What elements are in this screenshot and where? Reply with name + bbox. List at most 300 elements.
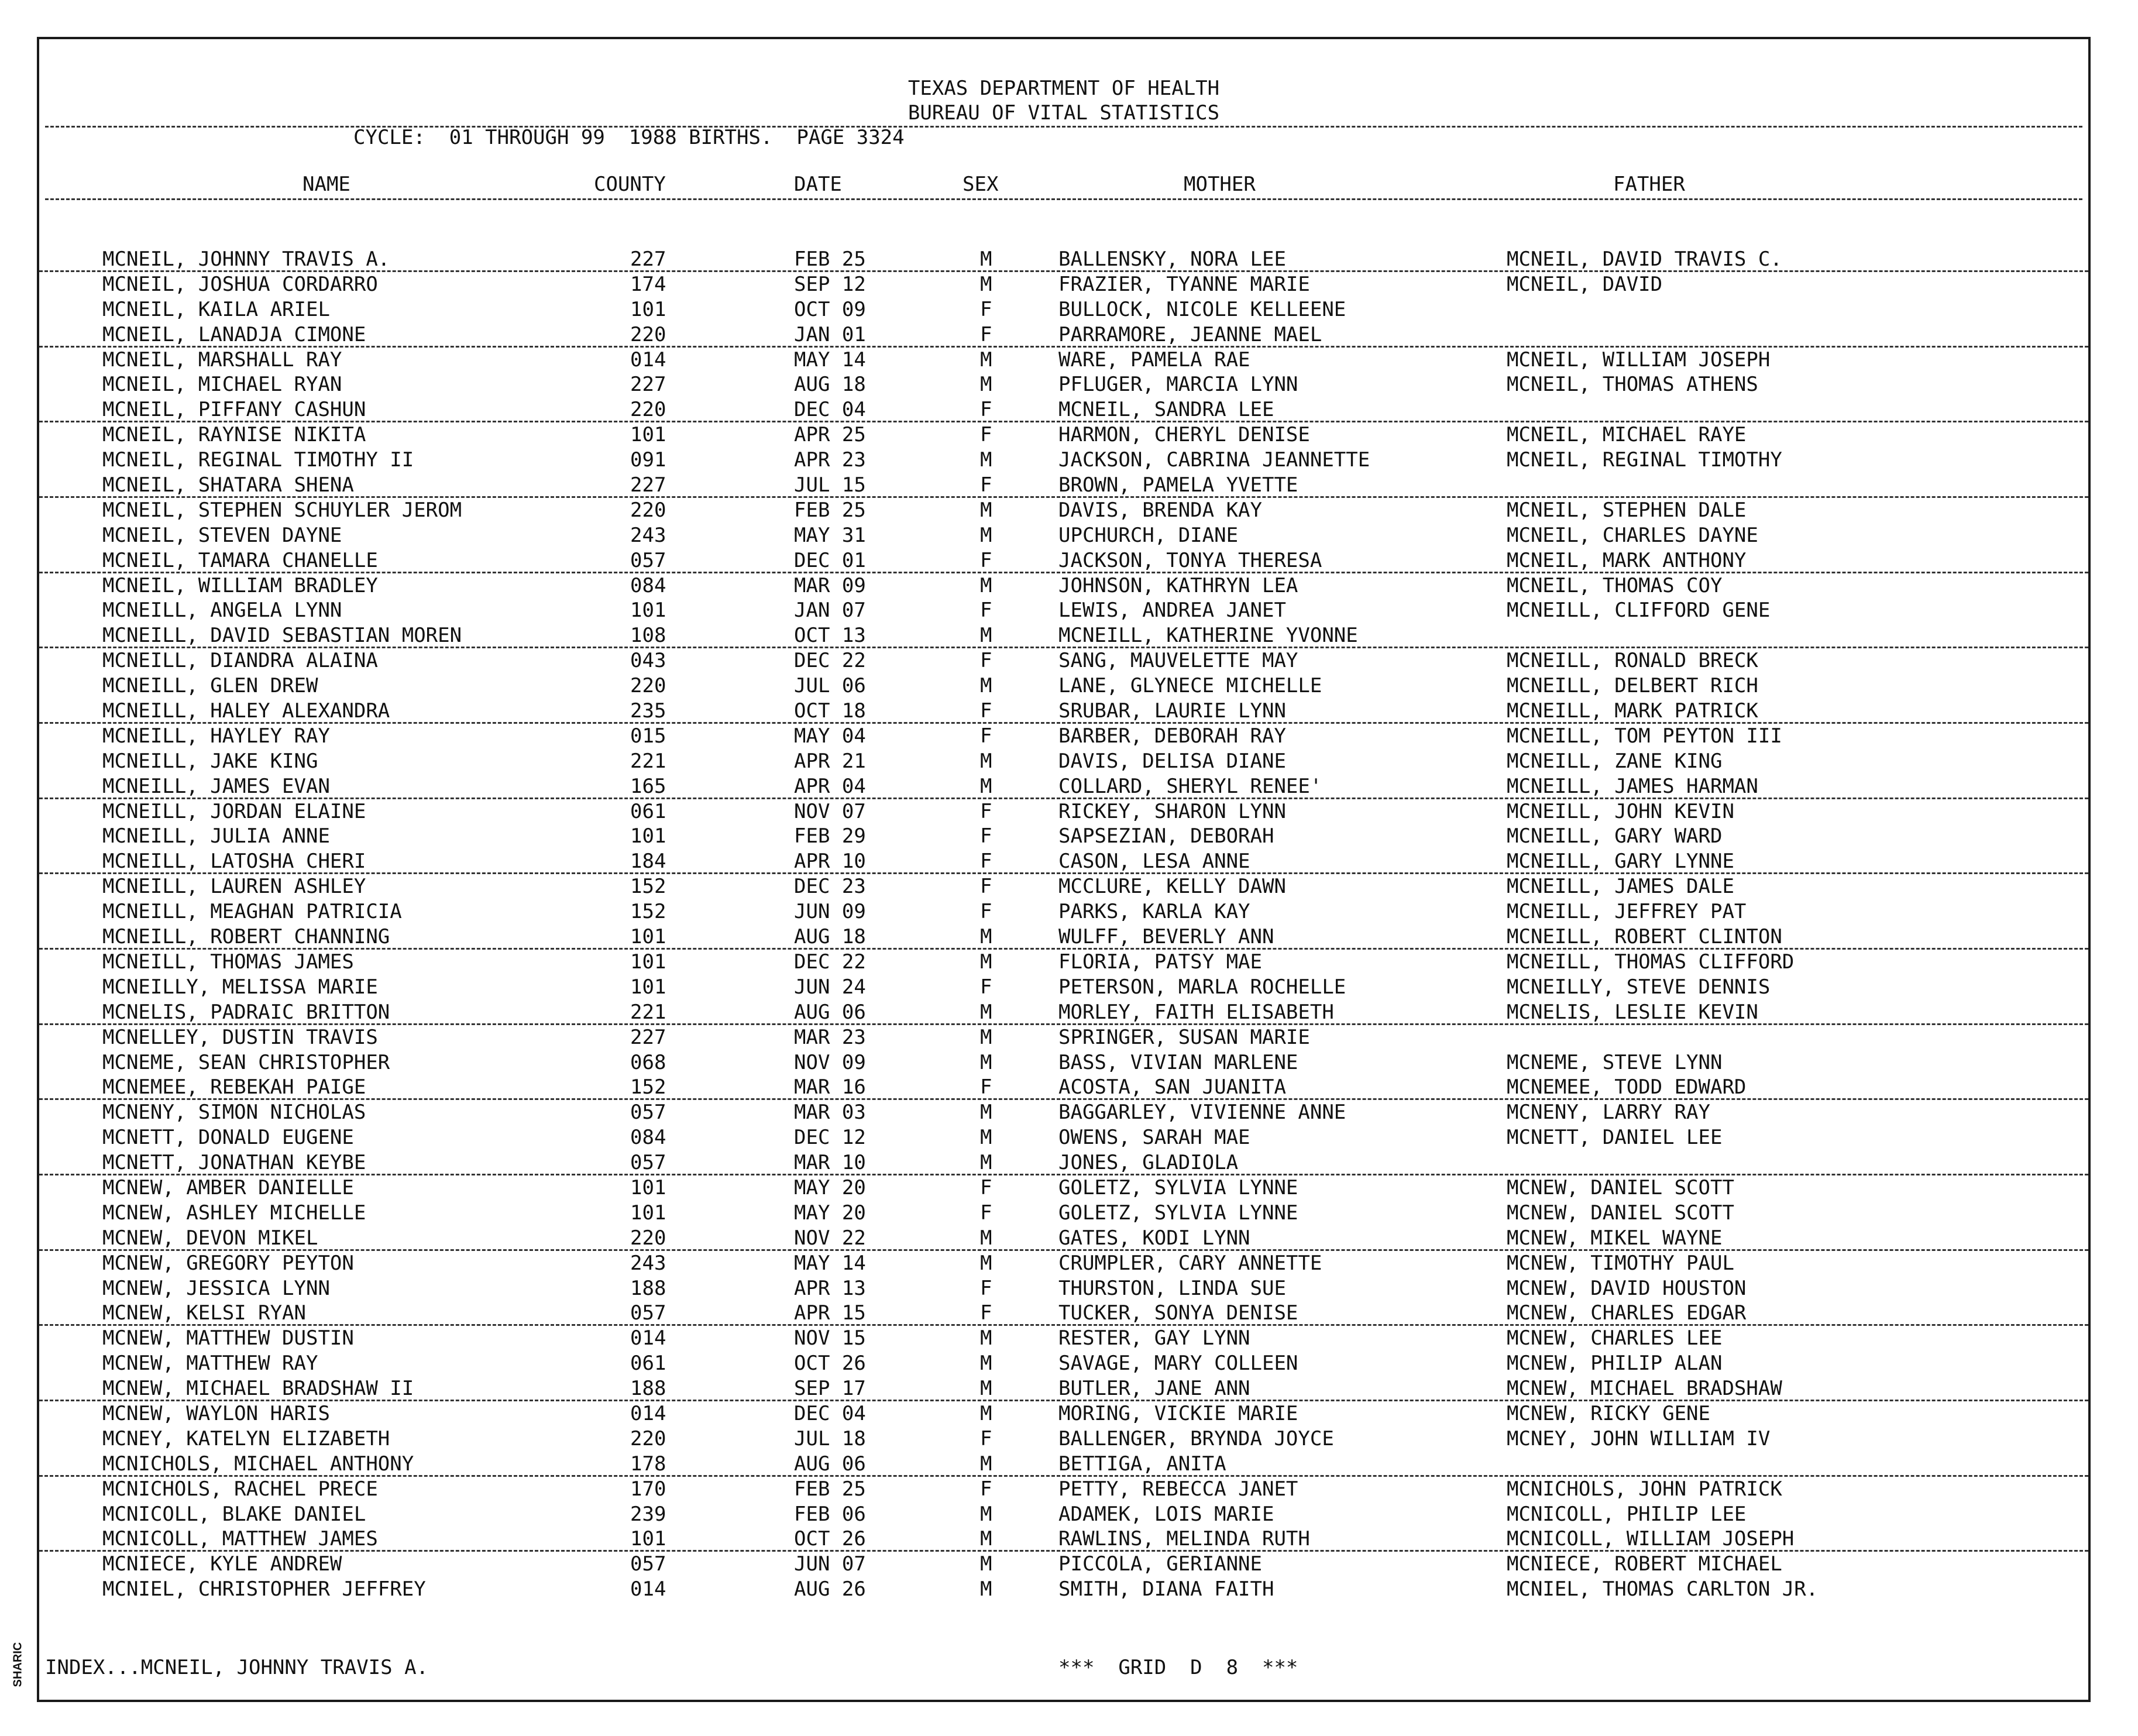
table-row bbox=[39, 874, 2088, 899]
cell-name: MCNEW, WAYLON HARIS bbox=[102, 1401, 330, 1425]
cell-sex: M bbox=[980, 1226, 992, 1250]
table-row bbox=[39, 272, 2088, 297]
cell-name: MCNEILL, DAVID SEBASTIAN MOREN bbox=[102, 624, 462, 648]
cell-father: MCNEW, MIKEL WAYNE bbox=[1507, 1226, 1723, 1250]
cell-name: MCNEIL, MICHAEL RYAN bbox=[102, 373, 342, 397]
table-row bbox=[39, 1100, 2088, 1125]
header-divider bbox=[45, 126, 2082, 128]
cell-mother: MCNEILL, KATHERINE YVONNE bbox=[1058, 624, 1358, 648]
cell-sex: M bbox=[980, 1025, 992, 1049]
cell-name: MCNEILL, JULIA ANNE bbox=[102, 824, 330, 848]
cell-mother: SPRINGER, SUSAN MARIE bbox=[1058, 1025, 1310, 1049]
table-row bbox=[39, 1351, 2088, 1376]
table-row bbox=[39, 899, 2088, 924]
cell-name: MCNEIL, WILLIAM BRADLEY bbox=[102, 573, 378, 597]
cell-mother: PARKS, KARLA KAY bbox=[1058, 900, 1250, 924]
cell-mother: DAVIS, BRENDA KAY bbox=[1058, 498, 1262, 522]
table-row bbox=[39, 1577, 2088, 1602]
cell-father: MCNICOLL, WILLIAM JOSEPH bbox=[1507, 1527, 1795, 1551]
cell-sex: M bbox=[980, 373, 992, 397]
table-row bbox=[39, 724, 2088, 749]
cell-date: AUG 06 bbox=[794, 1452, 866, 1476]
cell-father: MCNEIL, MICHAEL RAYE bbox=[1507, 423, 1747, 447]
cell-mother: DAVIS, DELISA DIANE bbox=[1058, 749, 1286, 773]
table-row bbox=[39, 1000, 2088, 1025]
cell-name: MCNEILLY, MELISSA MARIE bbox=[102, 975, 378, 999]
cell-date: OCT 18 bbox=[794, 699, 866, 723]
cell-father: MCNEIL, CHARLES DAYNE bbox=[1507, 523, 1758, 547]
cell-county: 091 bbox=[630, 448, 666, 472]
cell-father: MCNEILL, GARY LYNNE bbox=[1507, 850, 1734, 874]
cell-date: FEB 25 bbox=[794, 247, 866, 271]
cell-date: AUG 26 bbox=[794, 1577, 866, 1601]
cell-name: MCNEILL, JORDAN ELAINE bbox=[102, 799, 366, 823]
cell-mother: BASS, VIVIAN MARLENE bbox=[1058, 1050, 1298, 1074]
cell-mother: CRUMPLER, CARY ANNETTE bbox=[1058, 1251, 1322, 1275]
cell-county: 014 bbox=[630, 1577, 666, 1601]
cell-name: MCNICHOLS, MICHAEL ANTHONY bbox=[102, 1452, 414, 1476]
table-row bbox=[39, 548, 2088, 573]
cell-county: 220 bbox=[630, 674, 666, 698]
cell-sex: M bbox=[980, 1577, 992, 1601]
cell-date: DEC 22 bbox=[794, 950, 866, 974]
cell-mother: WARE, PAMELA RAE bbox=[1058, 348, 1250, 372]
cell-mother: JONES, GLADIOLA bbox=[1058, 1151, 1239, 1175]
cell-name: MCNEILL, LATOSHA CHERI bbox=[102, 850, 366, 874]
cell-county: 152 bbox=[630, 875, 666, 899]
cell-date: MAR 23 bbox=[794, 1025, 866, 1049]
cell-mother: BARBER, DEBORAH RAY bbox=[1058, 724, 1286, 748]
table-row bbox=[39, 673, 2088, 699]
cell-date: APR 04 bbox=[794, 774, 866, 798]
cell-date: APR 13 bbox=[794, 1276, 866, 1300]
cell-date: DEC 01 bbox=[794, 548, 866, 572]
cell-mother: MCNEIL, SANDRA LEE bbox=[1058, 398, 1274, 422]
cell-name: MCNEIL, STEVEN DAYNE bbox=[102, 523, 342, 547]
cell-name: MCNEILL, ANGELA LYNN bbox=[102, 599, 342, 623]
cell-county: 235 bbox=[630, 699, 666, 723]
cell-mother: GOLETZ, SYLVIA LYNNE bbox=[1058, 1175, 1298, 1199]
cell-sex: M bbox=[980, 1000, 992, 1024]
cell-sex: F bbox=[980, 850, 992, 874]
cell-name: MCNICOLL, MATTHEW JAMES bbox=[102, 1527, 378, 1551]
cell-name: MCNELIS, PADRAIC BRITTON bbox=[102, 1000, 390, 1024]
table-row bbox=[39, 1201, 2088, 1226]
table-row bbox=[39, 322, 2088, 348]
cell-county: 015 bbox=[630, 724, 666, 748]
cell-county: 068 bbox=[630, 1050, 666, 1074]
cell-father: MCNEILL, MARK PATRICK bbox=[1507, 699, 1758, 723]
cell-name: MCNEME, SEAN CHRISTOPHER bbox=[102, 1050, 390, 1074]
cell-name: MCNEILL, HALEY ALEXANDRA bbox=[102, 699, 390, 723]
cell-father: MCNEY, JOHN WILLIAM IV bbox=[1507, 1426, 1771, 1450]
cell-date: DEC 04 bbox=[794, 398, 866, 422]
cell-mother: TUCKER, SONYA DENISE bbox=[1058, 1301, 1298, 1325]
cell-sex: F bbox=[980, 1175, 992, 1199]
cell-county: 243 bbox=[630, 1251, 666, 1275]
cell-date: FEB 06 bbox=[794, 1502, 866, 1526]
table-row bbox=[39, 824, 2088, 849]
cell-sex: M bbox=[980, 573, 992, 597]
cell-father: MCNICOLL, PHILIP LEE bbox=[1507, 1502, 1747, 1526]
table-row bbox=[39, 1502, 2088, 1527]
cell-county: 243 bbox=[630, 523, 666, 547]
cell-name: MCNEIL, SHATARA SHENA bbox=[102, 473, 354, 497]
cell-father: MCNIECE, ROBERT MICHAEL bbox=[1507, 1552, 1782, 1576]
cell-mother: RAWLINS, MELINDA RUTH bbox=[1058, 1527, 1310, 1551]
cell-county: 057 bbox=[630, 1151, 666, 1175]
cell-date: MAY 20 bbox=[794, 1175, 866, 1199]
cell-county: 101 bbox=[630, 925, 666, 949]
cell-sex: M bbox=[980, 1126, 992, 1150]
cell-father: MCNEIL, DAVID TRAVIS C. bbox=[1507, 247, 1782, 271]
cell-county: 184 bbox=[630, 850, 666, 874]
table-row bbox=[39, 1175, 2088, 1201]
cell-date: APR 25 bbox=[794, 423, 866, 447]
cell-mother: SANG, MAUVELETTE MAY bbox=[1058, 649, 1298, 673]
cell-sex: M bbox=[980, 448, 992, 472]
cell-county: 220 bbox=[630, 498, 666, 522]
cell-county: 043 bbox=[630, 649, 666, 673]
cell-sex: F bbox=[980, 649, 992, 673]
cell-mother: LANE, GLYNECE MICHELLE bbox=[1058, 674, 1322, 698]
cell-sex: F bbox=[980, 799, 992, 823]
cell-mother: PETTY, REBECCA JANET bbox=[1058, 1477, 1298, 1501]
cell-county: 227 bbox=[630, 1025, 666, 1049]
department-title: TEXAS DEPARTMENT OF HEALTH bbox=[908, 77, 1220, 100]
cell-sex: F bbox=[980, 975, 992, 999]
cell-mother: FRAZIER, TYANNE MARIE bbox=[1058, 272, 1310, 296]
cell-name: MCNEILL, DIANDRA ALAINA bbox=[102, 649, 378, 673]
cell-sex: M bbox=[980, 1401, 992, 1425]
cell-date: NOV 07 bbox=[794, 799, 866, 823]
side-stamp bbox=[1, 1632, 35, 1697]
cell-county: 220 bbox=[630, 1226, 666, 1250]
table-row bbox=[39, 699, 2088, 724]
cell-date: FEB 29 bbox=[794, 824, 866, 848]
cell-mother: MCCLURE, KELLY DAWN bbox=[1058, 875, 1286, 899]
cell-sex: F bbox=[980, 724, 992, 748]
cell-name: MCNEILL, MEAGHAN PATRICIA bbox=[102, 900, 402, 924]
cell-mother: FLORIA, PATSY MAE bbox=[1058, 950, 1262, 974]
cell-name: MCNEW, ASHLEY MICHELLE bbox=[102, 1201, 366, 1225]
cell-date: MAR 09 bbox=[794, 573, 866, 597]
cell-sex: F bbox=[980, 1201, 992, 1225]
table-row bbox=[39, 247, 2088, 272]
cell-name: MCNEILL, THOMAS JAMES bbox=[102, 950, 354, 974]
cell-county: 174 bbox=[630, 272, 666, 296]
cell-county: 227 bbox=[630, 373, 666, 397]
cell-mother: OWENS, SARAH MAE bbox=[1058, 1126, 1250, 1150]
index-footer: INDEX...MCNEIL, JOHNNY TRAVIS A. bbox=[45, 1656, 429, 1679]
cell-county: 061 bbox=[630, 799, 666, 823]
cell-mother: BETTIGA, ANITA bbox=[1058, 1452, 1226, 1476]
cell-county: 188 bbox=[630, 1377, 666, 1401]
cell-mother: BAGGARLEY, VIVIENNE ANNE bbox=[1058, 1101, 1346, 1125]
cell-name: MCNEIL, REGINAL TIMOTHY II bbox=[102, 448, 414, 472]
cell-mother: SAVAGE, MARY COLLEEN bbox=[1058, 1352, 1298, 1376]
cell-mother: THURSTON, LINDA SUE bbox=[1058, 1276, 1286, 1300]
cell-name: MCNICHOLS, RACHEL PRECE bbox=[102, 1477, 378, 1501]
cell-date: SEP 17 bbox=[794, 1377, 866, 1401]
cell-father: MCNEILL, DELBERT RICH bbox=[1507, 674, 1758, 698]
cell-mother: MORING, VICKIE MARIE bbox=[1058, 1401, 1298, 1425]
cell-mother: GOLETZ, SYLVIA LYNNE bbox=[1058, 1201, 1298, 1225]
cell-date: OCT 26 bbox=[794, 1527, 866, 1551]
cell-name: MCNEW, MATTHEW RAY bbox=[102, 1352, 318, 1376]
cell-mother: BALLENSKY, NORA LEE bbox=[1058, 247, 1286, 271]
cell-father: MCNEILL, JOHN KEVIN bbox=[1507, 799, 1734, 823]
cell-date: APR 23 bbox=[794, 448, 866, 472]
cell-name: MCNEW, KELSI RYAN bbox=[102, 1301, 306, 1325]
table-row bbox=[39, 1401, 2088, 1426]
cell-mother: HARMON, CHERYL DENISE bbox=[1058, 423, 1310, 447]
cell-sex: F bbox=[980, 1075, 992, 1099]
table-row bbox=[39, 1527, 2088, 1552]
cell-county: 057 bbox=[630, 1301, 666, 1325]
cell-sex: M bbox=[980, 1151, 992, 1175]
table-row bbox=[39, 1226, 2088, 1251]
cell-sex: M bbox=[980, 950, 992, 974]
cell-date: JUN 24 bbox=[794, 975, 866, 999]
cell-county: 084 bbox=[630, 573, 666, 597]
cell-sex: F bbox=[980, 1477, 992, 1501]
cell-sex: F bbox=[980, 699, 992, 723]
cell-date: NOV 15 bbox=[794, 1326, 866, 1350]
cell-county: 101 bbox=[630, 599, 666, 623]
cell-mother: JACKSON, CABRINA JEANNETTE bbox=[1058, 448, 1370, 472]
cell-county: 165 bbox=[630, 774, 666, 798]
cell-mother: UPCHURCH, DIANE bbox=[1058, 523, 1239, 547]
cell-date: NOV 09 bbox=[794, 1050, 866, 1074]
cell-name: MCNIEL, CHRISTOPHER JEFFREY bbox=[102, 1577, 426, 1601]
cell-mother: JACKSON, TONYA THERESA bbox=[1058, 548, 1322, 572]
cell-name: MCNICOLL, BLAKE DANIEL bbox=[102, 1502, 366, 1526]
cell-date: DEC 12 bbox=[794, 1126, 866, 1150]
table-row bbox=[39, 473, 2088, 498]
cell-county: 061 bbox=[630, 1352, 666, 1376]
cell-date: MAY 14 bbox=[794, 1251, 866, 1275]
cell-county: 220 bbox=[630, 1426, 666, 1450]
table-row bbox=[39, 1452, 2088, 1477]
cell-mother: PARRAMORE, JEANNE MAEL bbox=[1058, 322, 1322, 346]
cell-father: MCNEW, TIMOTHY PAUL bbox=[1507, 1251, 1734, 1275]
cell-county: 101 bbox=[630, 423, 666, 447]
column-header-mother: MOTHER bbox=[1184, 173, 1256, 196]
table-row bbox=[39, 1477, 2088, 1502]
cell-sex: F bbox=[980, 473, 992, 497]
cell-name: MCNETT, DONALD EUGENE bbox=[102, 1126, 354, 1150]
cell-mother: CASON, LESA ANNE bbox=[1058, 850, 1250, 874]
cell-mother: RESTER, GAY LYNN bbox=[1058, 1326, 1250, 1350]
cell-sex: M bbox=[980, 674, 992, 698]
cell-name: MCNEW, AMBER DANIELLE bbox=[102, 1175, 354, 1199]
cell-name: MCNEILL, JAKE KING bbox=[102, 749, 318, 773]
column-header-sex: SEX bbox=[963, 173, 999, 196]
cell-sex: F bbox=[980, 824, 992, 848]
cell-date: MAR 16 bbox=[794, 1075, 866, 1099]
cell-county: 221 bbox=[630, 1000, 666, 1024]
cell-sex: M bbox=[980, 925, 992, 949]
cell-father: MCNENY, LARRY RAY bbox=[1507, 1101, 1710, 1125]
cell-father: MCNEIL, REGINAL TIMOTHY bbox=[1507, 448, 1782, 472]
cell-mother: SRUBAR, LAURIE LYNN bbox=[1058, 699, 1286, 723]
table-row bbox=[39, 498, 2088, 523]
cell-sex: F bbox=[980, 548, 992, 572]
table-row bbox=[39, 924, 2088, 950]
cell-name: MCNEILL, HAYLEY RAY bbox=[102, 724, 330, 748]
cell-county: 101 bbox=[630, 975, 666, 999]
bureau-title: BUREAU OF VITAL STATISTICS bbox=[908, 101, 1220, 125]
cell-father: MCNEW, RICKY GENE bbox=[1507, 1401, 1710, 1425]
cell-date: JUN 09 bbox=[794, 900, 866, 924]
cell-father: MCNEILL, RONALD BRECK bbox=[1507, 649, 1758, 673]
cell-mother: PETERSON, MARLA ROCHELLE bbox=[1058, 975, 1346, 999]
cell-sex: F bbox=[980, 1426, 992, 1450]
cell-father: MCNEILLY, STEVE DENNIS bbox=[1507, 975, 1771, 999]
cell-name: MCNEILL, GLEN DREW bbox=[102, 674, 318, 698]
cell-name: MCNEW, DEVON MIKEL bbox=[102, 1226, 318, 1250]
cell-father: MCNEIL, THOMAS ATHENS bbox=[1507, 373, 1758, 397]
cell-sex: F bbox=[980, 322, 992, 346]
cell-county: 188 bbox=[630, 1276, 666, 1300]
cell-father: MCNEIL, DAVID bbox=[1507, 272, 1663, 296]
table-row bbox=[39, 1075, 2088, 1100]
cell-father: MCNEIL, MARK ANTHONY bbox=[1507, 548, 1747, 572]
cell-father: MCNEW, DANIEL SCOTT bbox=[1507, 1201, 1734, 1225]
cell-sex: M bbox=[980, 348, 992, 372]
cell-father: MCNEW, MICHAEL BRADSHAW bbox=[1507, 1377, 1782, 1401]
cell-mother: SAPSEZIAN, DEBORAH bbox=[1058, 824, 1274, 848]
cell-county: 239 bbox=[630, 1502, 666, 1526]
cell-county: 101 bbox=[630, 1527, 666, 1551]
table-row bbox=[39, 1050, 2088, 1075]
cell-father: MCNELIS, LESLIE KEVIN bbox=[1507, 1000, 1758, 1024]
cell-name: MCNEIL, TAMARA CHANELLE bbox=[102, 548, 378, 572]
cell-father: MCNEW, DANIEL SCOTT bbox=[1507, 1175, 1734, 1199]
cell-mother: MORLEY, FAITH ELISABETH bbox=[1058, 1000, 1334, 1024]
column-header-county: COUNTY bbox=[594, 173, 666, 196]
column-header-father: FATHER bbox=[1613, 173, 1685, 196]
cell-date: FEB 25 bbox=[794, 498, 866, 522]
cell-date: JUL 06 bbox=[794, 674, 866, 698]
cell-county: 101 bbox=[630, 950, 666, 974]
cell-father: MCNEW, CHARLES EDGAR bbox=[1507, 1301, 1747, 1325]
cell-sex: F bbox=[980, 297, 992, 321]
cell-name: MCNEMEE, REBEKAH PAIGE bbox=[102, 1075, 366, 1099]
cell-sex: M bbox=[980, 498, 992, 522]
cell-date: DEC 22 bbox=[794, 649, 866, 673]
cell-sex: M bbox=[980, 523, 992, 547]
cell-county: 178 bbox=[630, 1452, 666, 1476]
cell-county: 220 bbox=[630, 322, 666, 346]
cell-date: JUL 18 bbox=[794, 1426, 866, 1450]
table-row bbox=[39, 648, 2088, 673]
cell-date: FEB 25 bbox=[794, 1477, 866, 1501]
cell-county: 170 bbox=[630, 1477, 666, 1501]
cell-date: DEC 23 bbox=[794, 875, 866, 899]
cell-father: MCNEILL, THOMAS CLIFFORD bbox=[1507, 950, 1795, 974]
cell-father: MCNEILL, JAMES HARMAN bbox=[1507, 774, 1758, 798]
cell-name: MCNEIL, JOSHUA CORDARRO bbox=[102, 272, 378, 296]
cell-sex: M bbox=[980, 1452, 992, 1476]
cell-county: 227 bbox=[630, 473, 666, 497]
cell-sex: M bbox=[980, 774, 992, 798]
table-row bbox=[39, 523, 2088, 548]
cell-name: MCNEIL, MARSHALL RAY bbox=[102, 348, 342, 372]
cell-date: APR 10 bbox=[794, 850, 866, 874]
table-row bbox=[39, 1025, 2088, 1050]
table-row bbox=[39, 774, 2088, 799]
cell-county: 014 bbox=[630, 348, 666, 372]
cell-date: OCT 26 bbox=[794, 1352, 866, 1376]
cell-county: 220 bbox=[630, 398, 666, 422]
cell-sex: M bbox=[980, 247, 992, 271]
cell-mother: BULLOCK, NICOLE KELLEENE bbox=[1058, 297, 1346, 321]
cell-father: MCNEILL, ZANE KING bbox=[1507, 749, 1723, 773]
cell-father: MCNEME, STEVE LYNN bbox=[1507, 1050, 1723, 1074]
cell-name: MCNEIL, LANADJA CIMONE bbox=[102, 322, 366, 346]
cell-sex: M bbox=[980, 1050, 992, 1074]
cell-mother: BUTLER, JANE ANN bbox=[1058, 1377, 1250, 1401]
table-row bbox=[39, 448, 2088, 473]
cell-mother: SMITH, DIANA FAITH bbox=[1058, 1577, 1274, 1601]
cell-date: JAN 01 bbox=[794, 322, 866, 346]
cell-county: 084 bbox=[630, 1126, 666, 1150]
cell-county: 057 bbox=[630, 1552, 666, 1576]
cell-county: 152 bbox=[630, 900, 666, 924]
cell-date: NOV 22 bbox=[794, 1226, 866, 1250]
cell-date: OCT 13 bbox=[794, 624, 866, 648]
cell-county: 101 bbox=[630, 297, 666, 321]
column-header-name: NAME bbox=[303, 173, 350, 196]
cell-father: MCNEILL, ROBERT CLINTON bbox=[1507, 925, 1782, 949]
cell-father: MCNETT, DANIEL LEE bbox=[1507, 1126, 1723, 1150]
table-row bbox=[39, 297, 2088, 322]
cell-mother: LEWIS, ANDREA JANET bbox=[1058, 599, 1286, 623]
cell-county: 101 bbox=[630, 1175, 666, 1199]
cell-mother: RICKEY, SHARON LYNN bbox=[1058, 799, 1286, 823]
cell-name: MCNEY, KATELYN ELIZABETH bbox=[102, 1426, 390, 1450]
cell-sex: M bbox=[980, 1101, 992, 1125]
cell-name: MCNEILL, ROBERT CHANNING bbox=[102, 925, 390, 949]
cell-date: JUN 07 bbox=[794, 1552, 866, 1576]
cell-sex: M bbox=[980, 1502, 992, 1526]
document-frame bbox=[37, 37, 2091, 1702]
table-row bbox=[39, 1301, 2088, 1326]
cell-date: AUG 06 bbox=[794, 1000, 866, 1024]
cell-sex: F bbox=[980, 1276, 992, 1300]
cell-father: MCNEILL, GARY WARD bbox=[1507, 824, 1723, 848]
table-row bbox=[39, 975, 2088, 1000]
cell-name: MCNEW, JESSICA LYNN bbox=[102, 1276, 330, 1300]
cell-date: AUG 18 bbox=[794, 925, 866, 949]
cell-name: MCNEIL, JOHNNY TRAVIS A. bbox=[102, 247, 390, 271]
cell-sex: M bbox=[980, 1326, 992, 1350]
cell-sex: M bbox=[980, 1552, 992, 1576]
cell-sex: F bbox=[980, 423, 992, 447]
cell-date: DEC 04 bbox=[794, 1401, 866, 1425]
cell-mother: BROWN, PAMELA YVETTE bbox=[1058, 473, 1298, 497]
table-row bbox=[39, 348, 2088, 373]
cell-name: MCNETT, JONATHAN KEYBE bbox=[102, 1151, 366, 1175]
cell-sex: M bbox=[980, 1251, 992, 1275]
table-row bbox=[39, 950, 2088, 975]
cell-county: 057 bbox=[630, 548, 666, 572]
cell-county: 101 bbox=[630, 824, 666, 848]
table-row bbox=[39, 598, 2088, 623]
cell-mother: ACOSTA, SAN JUANITA bbox=[1058, 1075, 1286, 1099]
